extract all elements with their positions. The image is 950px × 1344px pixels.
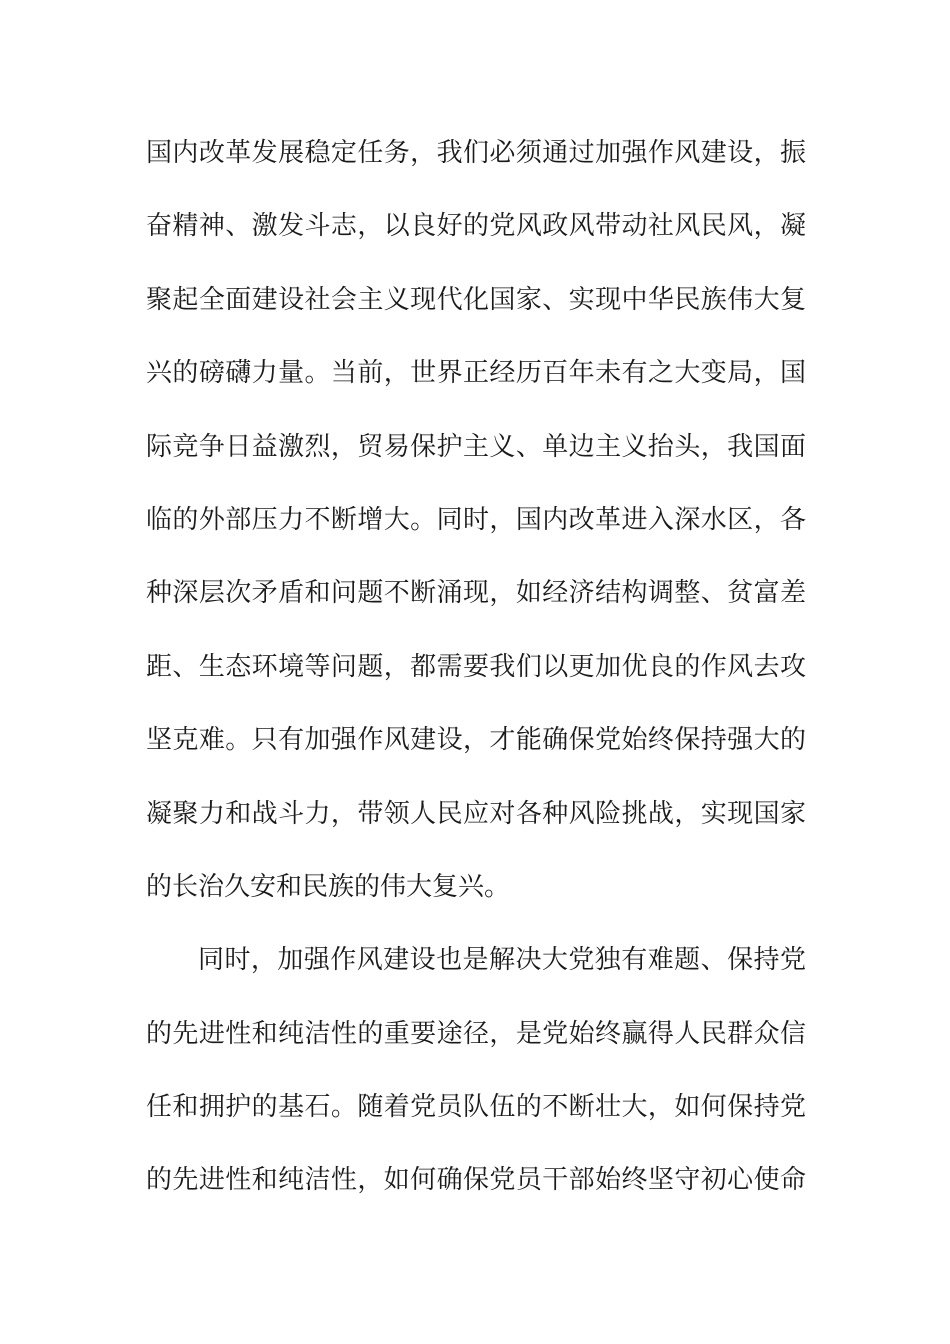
paragraph-first-line: 同时，加强作风建设也是解决大党独有难题、保持党	[198, 945, 806, 976]
body-text	[146, 128, 806, 1229]
text-line: 临的外部压力不断增大。同时，国内改革进入深水区，各	[146, 504, 806, 535]
text-line: 坚克难。只有加强作风建设，才能确保党始终保持强大的	[146, 725, 806, 756]
text-line: 兴的磅礴力量。当前，世界正经历百年未有之大变局，国	[146, 358, 806, 389]
paragraph-end-line: 的长治久安和民族的伟大复兴。	[146, 871, 511, 902]
text-line: 国内改革发展稳定任务，我们必须通过加强作风建设，振	[146, 138, 806, 168]
text-line: 任和拥护的基石。随着党员队伍的不断壮大，如何保持党	[146, 1092, 806, 1123]
text-line: 奋精神、激发斗志，以良好的党风政风带动社风民风，凝	[146, 211, 806, 242]
text-line: 距、生态环境等问题，都需要我们以更加优良的作风去攻	[146, 651, 806, 682]
text-line: 凝聚力和战斗力，带领人民应对各种风险挑战，实现国家	[146, 798, 806, 829]
text-line: 聚起全面建设社会主义现代化国家、实现中华民族伟大复	[146, 284, 806, 315]
text-line: 的先进性和纯洁性，如何确保党员干部始终坚守初心使命	[146, 1165, 806, 1196]
text-line: 种深层次矛盾和问题不断涌现，如经济结构调整、贫富差	[146, 578, 806, 609]
text-line: 际竞争日益激烈，贸易保护主义、单边主义抬头，我国面	[146, 431, 806, 462]
text-line: 的先进性和纯洁性的重要途径，是党始终赢得人民群众信	[146, 1018, 806, 1049]
